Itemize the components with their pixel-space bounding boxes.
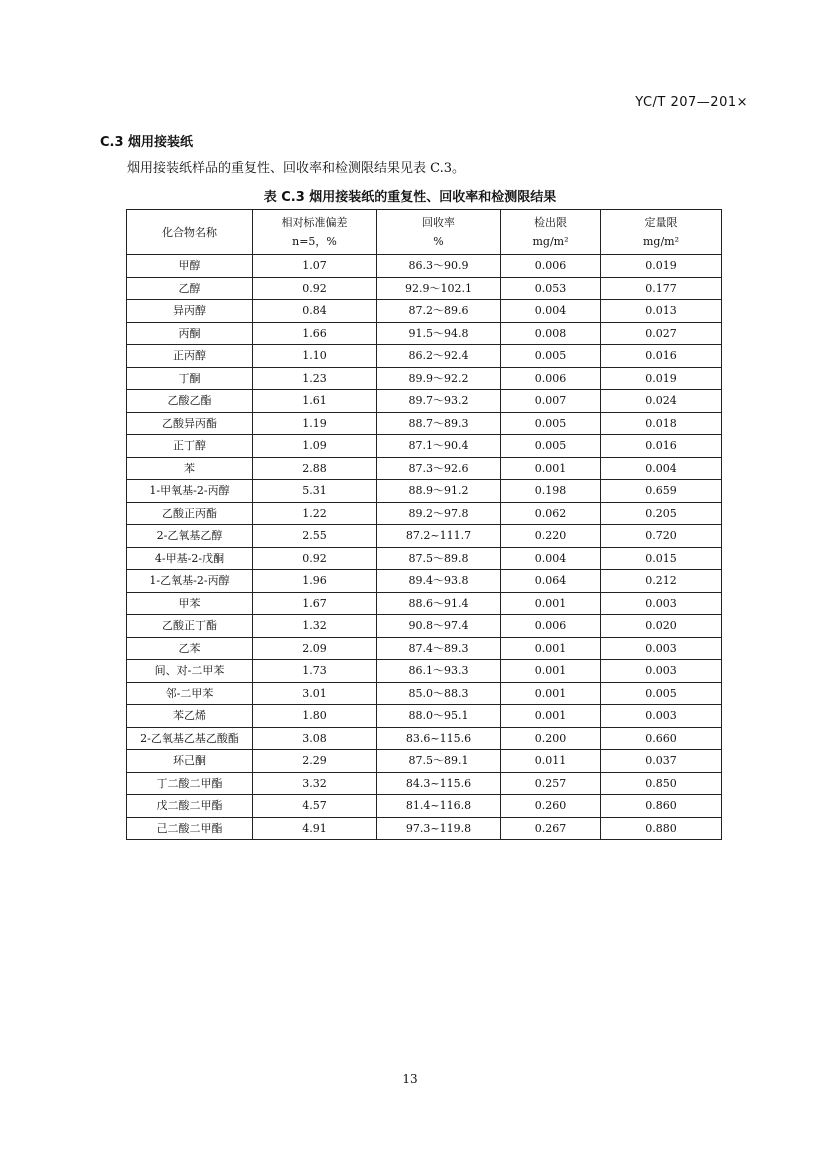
column-header-unit: mg/m²	[642, 235, 680, 248]
column-header-label: 回收率	[422, 216, 455, 229]
table-cell: 89.4～93.8	[377, 570, 501, 593]
table-cell: 0.860	[601, 795, 722, 818]
table-cell: 1.32	[253, 615, 377, 638]
table-cell: 0.001	[501, 457, 601, 480]
table-cell: 97.3~119.8	[377, 817, 501, 840]
column-header-label: 相对标准偏差	[281, 216, 348, 229]
table-cell: 乙醇	[127, 277, 253, 300]
table-cell: 88.0～95.1	[377, 705, 501, 728]
table-cell: 0.004	[501, 300, 601, 323]
table-cell: 0.006	[501, 367, 601, 390]
table-cell: 丁二酸二甲酯	[127, 772, 253, 795]
table-cell: 乙酸正丙酯	[127, 502, 253, 525]
table-cell: 88.6～91.4	[377, 592, 501, 615]
table-cell: 5.31	[253, 480, 377, 503]
table-cell: 89.7～93.2	[377, 390, 501, 413]
table-row	[127, 345, 722, 368]
table-cell: 0.001	[501, 660, 601, 683]
table-cell: 正丁醇	[127, 435, 253, 458]
column-header	[501, 210, 601, 255]
section-intro: 烟用接装纸样品的重复性、回收率和检测限结果见表 C.3。	[127, 161, 466, 176]
table-row	[127, 390, 722, 413]
table-cell: 86.3～90.9	[377, 255, 501, 278]
table-cell: 87.1～90.4	[377, 435, 501, 458]
table-row	[127, 412, 722, 435]
column-header	[253, 210, 377, 255]
table-cell: 0.205	[601, 502, 722, 525]
table-row	[127, 322, 722, 345]
table-cell: 0.037	[601, 750, 722, 773]
table-cell: 4.57	[253, 795, 377, 818]
table-cell: 0.006	[501, 255, 601, 278]
table-cell: 异丙醇	[127, 300, 253, 323]
table-cell: 戊二酸二甲酯	[127, 795, 253, 818]
table-row	[127, 615, 722, 638]
table-cell: 0.659	[601, 480, 722, 503]
table-cell: 丙酮	[127, 322, 253, 345]
column-header-label: 化合物名称	[162, 225, 217, 239]
table-cell: 3.08	[253, 727, 377, 750]
table-cell: 0.001	[501, 637, 601, 660]
table-cell: 0.003	[601, 637, 722, 660]
table-cell: 1.80	[253, 705, 377, 728]
table-row	[127, 435, 722, 458]
table-cell: 2-乙氧基乙醇	[127, 525, 253, 548]
table-cell: 0.018	[601, 412, 722, 435]
column-header-unit: %	[433, 235, 444, 248]
table-cell: 0.007	[501, 390, 601, 413]
table-row	[127, 502, 722, 525]
table-cell: 0.260	[501, 795, 601, 818]
table-row	[127, 525, 722, 548]
table-row	[127, 592, 722, 615]
table-cell: 邻-二甲苯	[127, 682, 253, 705]
table-row	[127, 705, 722, 728]
table-cell: 0.015	[601, 547, 722, 570]
table-cell: 0.850	[601, 772, 722, 795]
table-cell: 0.006	[501, 615, 601, 638]
table-cell: 0.005	[601, 682, 722, 705]
table-cell: 0.062	[501, 502, 601, 525]
table-cell: 87.5～89.8	[377, 547, 501, 570]
table-row	[127, 277, 722, 300]
table-cell: 0.016	[601, 435, 722, 458]
table-row	[127, 255, 722, 278]
table-cell: 88.9～91.2	[377, 480, 501, 503]
table-cell: 0.004	[601, 457, 722, 480]
table-cell: 84.3~115.6	[377, 772, 501, 795]
table-cell: 0.720	[601, 525, 722, 548]
table-cell: 乙酸异丙酯	[127, 412, 253, 435]
table-cell: 86.1～93.3	[377, 660, 501, 683]
table-row	[127, 727, 722, 750]
table-cell: 1.19	[253, 412, 377, 435]
table-cell: 87.4～89.3	[377, 637, 501, 660]
table-cell: 甲苯	[127, 592, 253, 615]
table-cell: 1.07	[253, 255, 377, 278]
table-cell: 0.001	[501, 592, 601, 615]
table-row	[127, 750, 722, 773]
table-row	[127, 367, 722, 390]
table-cell: 2.55	[253, 525, 377, 548]
results-table	[126, 209, 722, 840]
table-cell: 90.8～97.4	[377, 615, 501, 638]
table-cell: 0.001	[501, 705, 601, 728]
table-row	[127, 457, 722, 480]
column-header-unit: mg/m²	[532, 235, 569, 248]
table-cell: 87.2~111.7	[377, 525, 501, 548]
table-cell: 0.003	[601, 705, 722, 728]
table-cell: 乙酸乙酯	[127, 390, 253, 413]
table-cell: 0.660	[601, 727, 722, 750]
table-cell: 88.7～89.3	[377, 412, 501, 435]
table-cell: 87.2～89.6	[377, 300, 501, 323]
table-row	[127, 570, 722, 593]
table-cell: 87.5～89.1	[377, 750, 501, 773]
document-code: YC/T 207—201×	[635, 95, 748, 110]
table-cell: 1.61	[253, 390, 377, 413]
table-cell: 0.064	[501, 570, 601, 593]
table-cell: 3.01	[253, 682, 377, 705]
column-header	[377, 210, 501, 255]
table-cell: 0.011	[501, 750, 601, 773]
table-cell: 苯乙烯	[127, 705, 253, 728]
table-cell: 2.29	[253, 750, 377, 773]
table-cell: 87.3～92.6	[377, 457, 501, 480]
table-cell: 0.200	[501, 727, 601, 750]
table-cell: 0.92	[253, 277, 377, 300]
table-cell: 85.0～88.3	[377, 682, 501, 705]
table-cell: 0.005	[501, 345, 601, 368]
table-cell: 0.003	[601, 592, 722, 615]
table-row	[127, 795, 722, 818]
table-cell: 0.016	[601, 345, 722, 368]
table-cell: 89.9～92.2	[377, 367, 501, 390]
table-cell: 间、对-二甲苯	[127, 660, 253, 683]
table-cell: 0.005	[501, 435, 601, 458]
table-cell: 0.019	[601, 255, 722, 278]
table-cell: 2.09	[253, 637, 377, 660]
table-cell: 1-乙氧基-2-丙醇	[127, 570, 253, 593]
table-cell: 0.220	[501, 525, 601, 548]
table-cell: 己二酸二甲酯	[127, 817, 253, 840]
table-cell: 0.92	[253, 547, 377, 570]
column-header	[127, 210, 253, 255]
table-row	[127, 300, 722, 323]
table-cell: 2-乙氧基乙基乙酸酯	[127, 727, 253, 750]
table-row	[127, 547, 722, 570]
table-cell: 86.2～92.4	[377, 345, 501, 368]
table-cell: 0.198	[501, 480, 601, 503]
table-row	[127, 660, 722, 683]
table-cell: 1.09	[253, 435, 377, 458]
table-body	[127, 255, 722, 840]
table-cell: 0.004	[501, 547, 601, 570]
table-cell: 0.267	[501, 817, 601, 840]
table-row	[127, 772, 722, 795]
table-row	[127, 817, 722, 840]
table-cell: 正丙醇	[127, 345, 253, 368]
table-cell: 81.4~116.8	[377, 795, 501, 818]
table-cell: 4-甲基-2-戊酮	[127, 547, 253, 570]
table-cell: 0.008	[501, 322, 601, 345]
table-cell: 丁酮	[127, 367, 253, 390]
table-cell: 0.880	[601, 817, 722, 840]
column-header-label: 检出限	[534, 216, 567, 229]
table-cell: 0.019	[601, 367, 722, 390]
table-cell: 89.2～97.8	[377, 502, 501, 525]
table-cell: 0.013	[601, 300, 722, 323]
table-cell: 1.67	[253, 592, 377, 615]
table-cell: 1.66	[253, 322, 377, 345]
table-cell: 0.84	[253, 300, 377, 323]
column-header	[601, 210, 722, 255]
table-cell: 2.88	[253, 457, 377, 480]
table-cell: 0.027	[601, 322, 722, 345]
table-cell: 91.5～94.8	[377, 322, 501, 345]
table-caption: 表 C.3 烟用接装纸的重复性、回收率和检测限结果	[263, 190, 557, 205]
table-cell: 1.73	[253, 660, 377, 683]
table-cell: 83.6~115.6	[377, 727, 501, 750]
table-header-row	[127, 210, 722, 255]
table-cell: 0.003	[601, 660, 722, 683]
table-cell: 乙苯	[127, 637, 253, 660]
table-header	[127, 210, 722, 255]
table-cell: 1.22	[253, 502, 377, 525]
table-row	[127, 637, 722, 660]
table-cell: 1.96	[253, 570, 377, 593]
table-cell: 乙酸正丁酯	[127, 615, 253, 638]
table-cell: 0.212	[601, 570, 722, 593]
table-cell: 0.005	[501, 412, 601, 435]
column-header-unit: n=5，%	[292, 235, 337, 248]
table-cell: 苯	[127, 457, 253, 480]
table-cell: 4.91	[253, 817, 377, 840]
page-number: 13	[402, 1072, 418, 1086]
table-cell: 0.257	[501, 772, 601, 795]
section-title: C.3 烟用接装纸	[100, 135, 194, 150]
table-cell: 0.053	[501, 277, 601, 300]
table-cell: 甲醇	[127, 255, 253, 278]
table-cell: 0.177	[601, 277, 722, 300]
table-cell: 1-甲氧基-2-丙醇	[127, 480, 253, 503]
table-cell: 环己酮	[127, 750, 253, 773]
table-cell: 0.020	[601, 615, 722, 638]
table-cell: 0.001	[501, 682, 601, 705]
table-cell: 1.23	[253, 367, 377, 390]
column-header-label: 定量限	[644, 216, 678, 229]
table-cell: 3.32	[253, 772, 377, 795]
table-row	[127, 682, 722, 705]
table-cell: 1.10	[253, 345, 377, 368]
table-cell: 92.9～102.1	[377, 277, 501, 300]
table-row	[127, 480, 722, 503]
table-cell: 0.024	[601, 390, 722, 413]
